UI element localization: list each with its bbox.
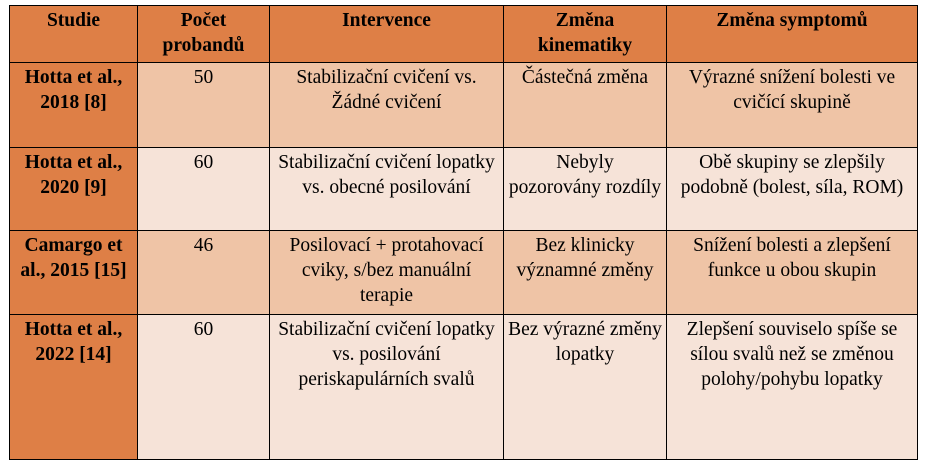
header-kinematics: Změna kinematiky bbox=[504, 6, 667, 63]
table-row bbox=[10, 231, 918, 315]
intervention-cell: Stabilizační cvičení vs. Žádné cvičení bbox=[270, 63, 504, 148]
intervention-cell: Stabilizační cvičení lopatky vs. posilování periskapulárních svalů bbox=[270, 314, 504, 459]
intervention-cell: Posilovací + protahovací cviky, s/bez manuální terapie bbox=[270, 231, 504, 315]
count-cell: 46 bbox=[138, 231, 270, 315]
study-cell: Hotta et al., 2018 [8] bbox=[10, 63, 138, 148]
header-row bbox=[10, 6, 918, 63]
symptoms-cell: Snížení bolesti a zlepšení funkce u obou skupin bbox=[667, 231, 918, 315]
kinematics-cell: Bez výrazné změny lopatky bbox=[504, 314, 667, 459]
study-cell: Hotta et al., 2022 [14] bbox=[10, 314, 138, 459]
table-row bbox=[10, 63, 918, 148]
header-study: Studie bbox=[10, 6, 138, 63]
header-count: Počet probandů bbox=[138, 6, 270, 63]
table-row bbox=[10, 314, 918, 459]
study-comparison-table bbox=[9, 5, 918, 460]
count-cell: 50 bbox=[138, 63, 270, 148]
kinematics-cell: Nebyly pozorovány rozdíly bbox=[504, 147, 667, 231]
study-cell: Camargo et al., 2015 [15] bbox=[10, 231, 138, 315]
kinematics-cell: Částečná změna bbox=[504, 63, 667, 148]
symptoms-cell: Obě skupiny se zlepšily podobně (bolest, síla, ROM) bbox=[667, 147, 918, 231]
count-cell: 60 bbox=[138, 147, 270, 231]
study-cell: Hotta et al., 2020 [9] bbox=[10, 147, 138, 231]
symptoms-cell: Zlepšení souviselo spíše se sílou svalů než se změnou polohy/pohybu lopatky bbox=[667, 314, 918, 459]
kinematics-cell: Bez klinicky významné změny bbox=[504, 231, 667, 315]
table-row bbox=[10, 147, 918, 231]
intervention-cell: Stabilizační cvičení lopatky vs. obecné posilování bbox=[270, 147, 504, 231]
count-cell: 60 bbox=[138, 314, 270, 459]
header-intervention: Intervence bbox=[270, 6, 504, 63]
header-symptoms: Změna symptomů bbox=[667, 6, 918, 63]
symptoms-cell: Výrazné snížení bolesti ve cvičící skupině bbox=[667, 63, 918, 148]
